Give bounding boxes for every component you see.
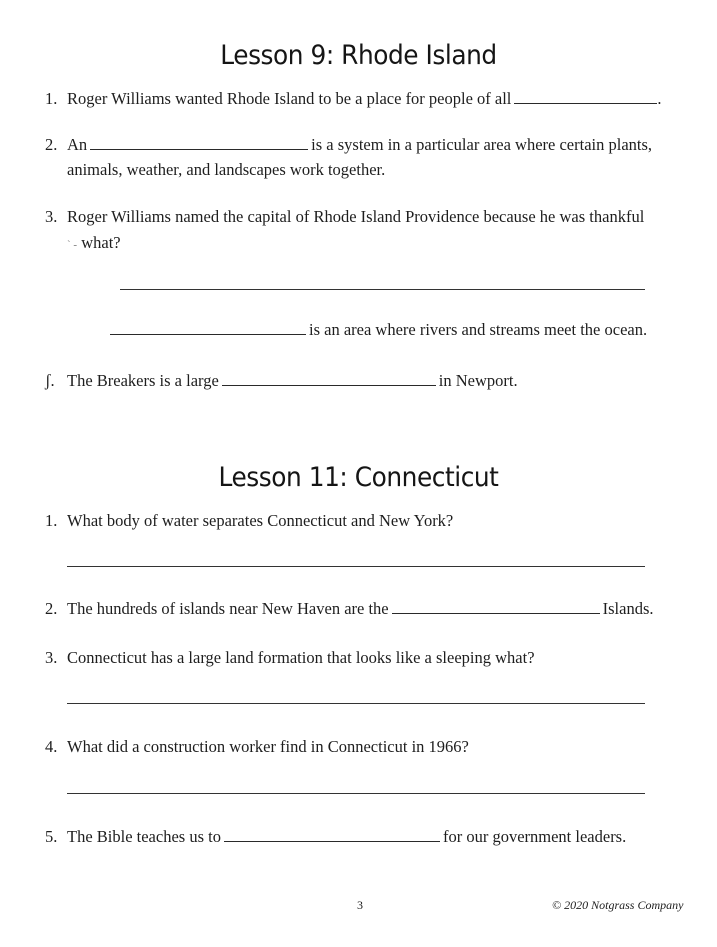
question-number: 3.	[45, 207, 58, 226]
question-text-end: Islands.	[602, 599, 654, 618]
question-text-end: is an area where rivers and streams meet the ocean.	[309, 320, 648, 339]
lesson-9-title: Lesson 9: Rhode Island	[220, 40, 497, 71]
l11-question-1-answer-line[interactable]	[67, 566, 645, 567]
question-number: 3.	[45, 648, 58, 667]
l9-question-2	[45, 132, 652, 157]
question-text: What did a construction worker find in Connecticut in 1966?	[67, 737, 469, 756]
lesson-11-title: Lesson 11: Connecticut	[218, 462, 499, 493]
l9-question-4	[110, 317, 647, 342]
question-number: ʃ.	[45, 371, 55, 390]
l9-question-3	[45, 204, 644, 229]
question-number: 4.	[45, 737, 58, 756]
smudged-text: ` -	[67, 239, 78, 251]
copyright: © 2020 Notgrass Company	[552, 898, 684, 912]
question-text: An	[67, 135, 88, 154]
answer-blank[interactable]	[90, 135, 308, 150]
l11-question-1	[45, 508, 453, 533]
question-text-end: is a system in a particular area where certain plants,	[311, 135, 653, 154]
l11-question-3-answer-line[interactable]	[67, 703, 645, 704]
page-number: 3	[357, 898, 363, 912]
l9-question-5	[45, 368, 518, 393]
question-text: Roger Williams wanted Rhode Island to be a place for people of all	[67, 89, 512, 108]
l11-question-5	[45, 824, 626, 849]
answer-blank[interactable]	[514, 89, 657, 104]
question-number: 1.	[45, 511, 58, 530]
question-number: 5.	[45, 827, 58, 846]
answer-blank[interactable]	[224, 827, 440, 842]
question-text-end: .	[657, 89, 662, 108]
l11-question-4-answer-line[interactable]	[67, 793, 645, 794]
l9-question-3-line-2	[67, 230, 121, 258]
question-text: Roger Williams named the capital of Rhode Island Providence because he was thankful	[67, 207, 645, 226]
question-number: 1.	[45, 89, 58, 108]
question-text-end: for our government leaders.	[442, 827, 627, 846]
answer-blank[interactable]	[110, 320, 306, 335]
question-text: The hundreds of islands near New Haven are the	[67, 599, 389, 618]
question-text-end: in Newport.	[438, 371, 518, 390]
question-text: The Bible teaches us to	[67, 827, 221, 846]
l9-question-2-line-2: animals, weather, and landscapes work together.	[67, 160, 386, 179]
l9-question-3-answer-line[interactable]	[120, 289, 645, 290]
question-number: 2.	[45, 135, 58, 154]
question-text-cont: what?	[81, 233, 121, 252]
question-text: The Breakers is a large	[67, 371, 219, 390]
question-number: 2.	[45, 599, 58, 618]
question-text: Connecticut has a large land formation that looks like a sleeping what?	[67, 648, 535, 667]
l11-question-3	[45, 645, 535, 670]
answer-blank[interactable]	[392, 599, 600, 614]
question-text: What body of water separates Connecticut and New York?	[67, 511, 454, 530]
l11-question-4	[45, 734, 469, 759]
l11-question-2	[45, 596, 654, 621]
answer-blank[interactable]	[222, 371, 436, 386]
l9-question-1	[45, 86, 662, 111]
